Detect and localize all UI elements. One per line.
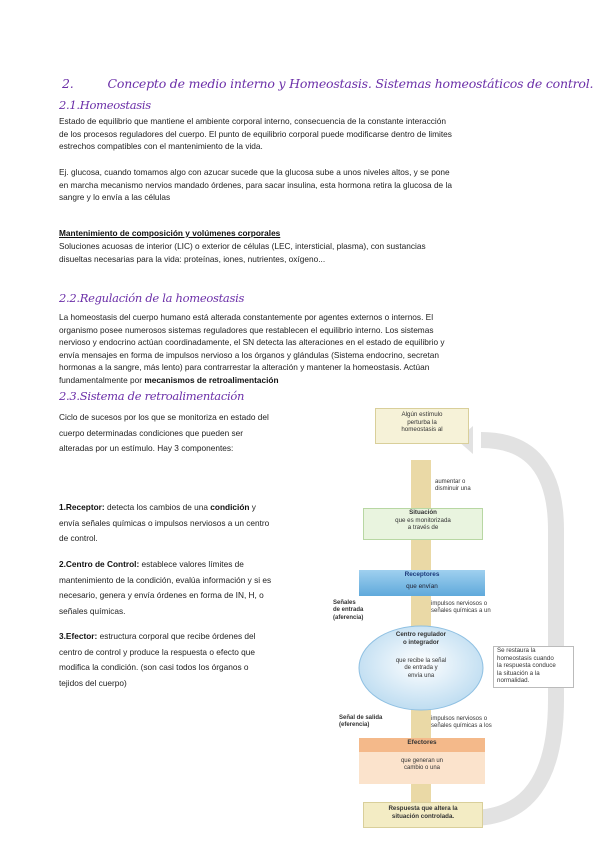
- text-line: 1.Receptor: detecta los cambios de una condición y: [59, 502, 256, 512]
- composition-text: [59, 240, 426, 265]
- receptors-body: que envían: [406, 583, 438, 590]
- bold-term: mecanismos de retroalimentación: [144, 374, 279, 385]
- text-line: fundamentalmente por mecanismos de retroalimentación: [59, 374, 279, 385]
- regulation-text: [59, 311, 445, 387]
- receptor-item: [59, 500, 269, 547]
- text-line: en marcha mecanismo nervios mandado órdenes, para sacar insulina, esta hormona retira la glucosa de la: [59, 179, 452, 190]
- text-line: 2.Centro de Control: establece valores límites de: [59, 559, 244, 569]
- text-line: La homeostasis del cuerpo humano está alterada constantemente por agentes externos o internos. El: [59, 312, 434, 322]
- section-title-feedback: 2.3.Sistema de retroalimentación: [59, 389, 245, 403]
- text-line: Estado de equilibrio que mantiene el ambiente corporal interno, consecuencia de la constante interacción: [59, 116, 446, 126]
- text-line: envía mensajes en forma de impulsos nervioso a los órganos y glándulas (Sistema endocrino, secretan: [59, 349, 440, 360]
- output-signal-desc: impulsos nerviosos o señales químicas a los: [431, 716, 492, 730]
- text-line: estrechos compatibles con el mantenimiento de la vida.: [59, 141, 263, 152]
- control-center-item: [59, 557, 271, 619]
- heading-number: 2.: [62, 76, 74, 91]
- text-line: envía señales químicas o impulsos nerviosos a un centro: [59, 517, 270, 528]
- text-line: centro de control y produce la respuesta o efecto que: [59, 646, 256, 657]
- text-line: disueltas necesarias para la vida: proteínas, iones, nutrientes, oxígeno...: [59, 253, 326, 264]
- text-line: Soluciones acuosas de interior (LIC) o exterior de células (LEC, intersticial, plasma), con sustancias: [59, 241, 426, 251]
- condition-box: Situación que es monitorizada a través de: [363, 508, 483, 540]
- flow-arrow: [411, 540, 431, 572]
- text-line: sangre y lo envía a las células: [59, 192, 171, 203]
- text-line: mantenimiento de la condición, evalúa información y si es: [59, 574, 272, 585]
- subsection-title: Mantenimiento de composición y volúmenes corporales: [59, 228, 281, 238]
- effector-item: [59, 629, 255, 691]
- effectors-title: Efectores: [407, 739, 437, 746]
- text-line: cuerpo determinadas condiciones que pueden ser: [59, 427, 244, 438]
- flow-arrow: [411, 595, 431, 629]
- text-line: Ciclo de sucesos por los que se monitoriza en estado del: [59, 412, 269, 422]
- input-signal-label: Señales de entrada (aferencia): [333, 600, 364, 621]
- flow-arrow: [411, 782, 431, 802]
- homeostasis-restored-note: Se restaura la homeostasis cuando la respuesta conduce la situación a la normalidad.: [493, 646, 574, 688]
- text-line: señales químicas.: [59, 605, 126, 616]
- flow-arrow: [411, 460, 431, 508]
- response-box: Respuesta que altera la situación controlada.: [363, 802, 483, 828]
- controller-body: que recibe la señal de entrada y envía una: [395, 658, 447, 679]
- output-signal-label: Señal de salida (eferencia): [339, 715, 383, 729]
- input-signal-desc: impulsos nerviosos o señales químicas a un: [431, 601, 491, 615]
- homeostasis-definition: [59, 115, 452, 153]
- text-line: modifica la condición. (son casi todos los órganos o: [59, 662, 249, 673]
- text-line: nervioso y endocrino actúan coordinadamente, el SN detecta las alteraciones en el estado de equilibrio y: [59, 337, 445, 348]
- receptors-title: Receptores: [404, 571, 440, 578]
- heading-title: Concepto de medio interno y Homeostasis. Sistemas homeostáticos de control.: [107, 76, 594, 91]
- stimulus-box: Algún estímulo perturba la homeostasis al: [375, 408, 469, 444]
- feedback-loop-diagram: [331, 400, 579, 840]
- controller-title: Centro regulador o integrador: [395, 631, 447, 646]
- text-line: Ej. glucosa, cuando tomamos algo con azucar sucede que la glucosa sube a unos niveles altos, y se pone: [59, 167, 450, 177]
- text-line: hormonas a la sangre, más lento) para contrarrestar la alteración y mantener la homeostasis. Actúan: [59, 362, 430, 373]
- text-line: de los procesos reguladores del cuerpo. El punto de equilibrio corporal puede modificarse dentro de limites: [59, 128, 452, 139]
- text-line: 3.Efector: estructura corporal que recibe órdenes del: [59, 631, 256, 641]
- text-line: tejidos del cuerpo): [59, 677, 127, 688]
- text-line: de control.: [59, 533, 98, 544]
- change-label: aumentar o disminuir una: [435, 479, 471, 493]
- page-title: [62, 76, 593, 91]
- feedback-intro: [59, 410, 269, 457]
- effectors-body-text: que generan un cambio o una: [400, 758, 444, 772]
- diagram-graphics: [331, 400, 579, 840]
- text-line: alteradas por un estímulo. Hay 3 componentes:: [59, 443, 234, 454]
- glucose-example: [59, 166, 452, 204]
- section-title-homeostasis: 2.1.Homeostasis: [59, 98, 151, 112]
- text-line: necesario, genera y envía órdenes en forma de IN, H, o: [59, 590, 264, 601]
- section-title-regulation: 2.2.Regulación de la homeostasis: [59, 291, 245, 305]
- text-line: organismo posee numerosos sistemas reguladores que restablecen el equilibrio interno. Los sistemas: [59, 324, 434, 335]
